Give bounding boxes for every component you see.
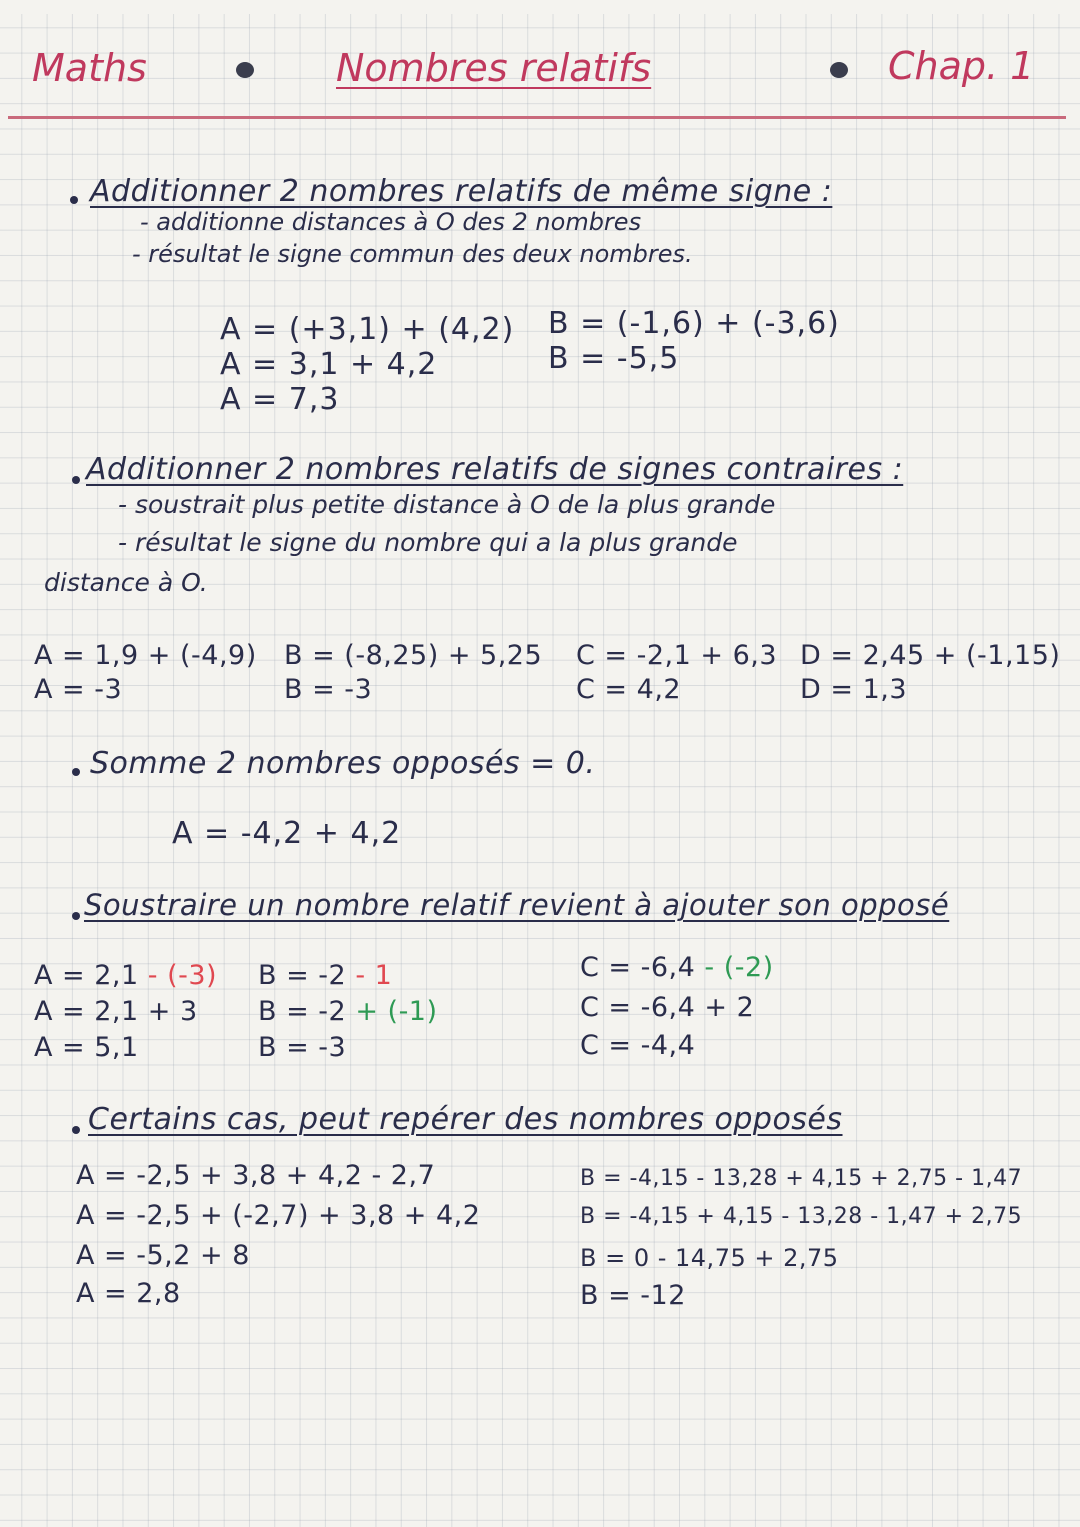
spot-b-line: B = -12 bbox=[580, 1280, 686, 1311]
section-opposites-title: Somme 2 nombres opposés = 0. bbox=[90, 746, 596, 781]
subtract-b-line: B = -3 bbox=[258, 1032, 347, 1063]
example-c-line: C = -2,1 + 6,3 bbox=[576, 640, 778, 671]
spot-a-line: A = -2,5 + 3,8 + 4,2 - 2,7 bbox=[76, 1160, 436, 1191]
example-a-line: A = (+3,1) + (4,2) bbox=[220, 312, 515, 347]
example-b-line: B = (-8,25) + 5,25 bbox=[284, 640, 543, 671]
example-b-line: B = -3 bbox=[284, 674, 373, 705]
spot-b-line: B = 0 - 14,75 + 2,75 bbox=[580, 1244, 839, 1272]
subject-label: Maths bbox=[32, 46, 147, 90]
expr-start: B = -2 bbox=[258, 960, 356, 991]
example-b-line: B = -5,5 bbox=[548, 341, 680, 376]
expr-start: C = -6,4 bbox=[580, 952, 705, 983]
example-a-line: A = 7,3 bbox=[220, 382, 340, 417]
spot-b-line: B = -4,15 - 13,28 + 4,15 + 2,75 - 1,47 bbox=[580, 1166, 1023, 1191]
pencil-dot-icon bbox=[236, 62, 254, 78]
header-rule bbox=[8, 116, 1066, 119]
spot-a-line: A = -2,5 + (-2,7) + 3,8 + 4,2 bbox=[76, 1200, 481, 1231]
subtract-a-line: A = 5,1 bbox=[34, 1032, 139, 1063]
example-d-line: D = 1,3 bbox=[800, 674, 908, 705]
green-operator: - (-2) bbox=[704, 952, 774, 983]
subtract-a-line bbox=[34, 960, 217, 991]
red-operator: - 1 bbox=[355, 960, 393, 991]
bullet-icon bbox=[72, 912, 80, 920]
page-title: Nombres relatifs bbox=[336, 46, 652, 90]
green-operator: + (-1) bbox=[355, 996, 438, 1027]
red-operator: - (-3) bbox=[147, 960, 218, 991]
bullet-icon bbox=[72, 1126, 80, 1134]
example-b-line: B = (-1,6) + (-3,6) bbox=[548, 306, 840, 341]
chapter-label: Chap. 1 bbox=[888, 44, 1035, 88]
expr-start: B = -2 bbox=[258, 996, 356, 1027]
spot-a-line: A = -5,2 + 8 bbox=[76, 1240, 250, 1271]
opposites-example: A = -4,2 + 4,2 bbox=[172, 816, 402, 851]
expr-start: A = 2,1 bbox=[34, 960, 148, 991]
subtract-c-line bbox=[580, 952, 774, 983]
rule-line: distance à O. bbox=[44, 568, 208, 597]
bullet-icon bbox=[72, 476, 80, 484]
subtract-a-line: A = 2,1 + 3 bbox=[34, 996, 198, 1027]
rule-line: - résultat le signe du nombre qui a la plus grande bbox=[118, 528, 738, 557]
paper-top-edge bbox=[0, 0, 1080, 14]
example-c-line: C = 4,2 bbox=[576, 674, 682, 705]
rule-line: - résultat le signe commun des deux nombres. bbox=[132, 240, 693, 268]
subtract-c-line: C = -6,4 + 2 bbox=[580, 992, 755, 1023]
example-a-line: A = -3 bbox=[34, 674, 123, 705]
rule-line: - soustrait plus petite distance à O de la plus grande bbox=[118, 490, 776, 519]
spot-b-line: B = -4,15 + 4,15 - 13,28 - 1,47 + 2,75 bbox=[580, 1204, 1023, 1229]
bullet-icon bbox=[70, 196, 78, 204]
section-subtract-title: Soustraire un nombre relatif revient à ajouter son opposé bbox=[84, 888, 950, 922]
pencil-dot-icon bbox=[830, 62, 848, 78]
section-opposite-sign-title: Additionner 2 nombres relatifs de signes contraires : bbox=[86, 452, 904, 487]
example-a-line: A = 3,1 + 4,2 bbox=[220, 347, 438, 382]
spot-a-line: A = 2,8 bbox=[76, 1278, 181, 1309]
subtract-b-line bbox=[258, 960, 392, 991]
subtract-b-line bbox=[258, 996, 438, 1027]
section-same-sign-title: Additionner 2 nombres relatifs de même signe : bbox=[90, 174, 833, 209]
example-a-line: A = 1,9 + (-4,9) bbox=[34, 640, 257, 671]
bullet-icon bbox=[72, 768, 80, 776]
section-spot-opposites-title: Certains cas, peut repérer des nombres opposés bbox=[88, 1102, 843, 1137]
rule-line: - additionne distances à O des 2 nombres bbox=[140, 208, 642, 236]
example-d-line: D = 2,45 + (-1,15) bbox=[800, 640, 1061, 671]
subtract-c-line: C = -4,4 bbox=[580, 1030, 696, 1061]
